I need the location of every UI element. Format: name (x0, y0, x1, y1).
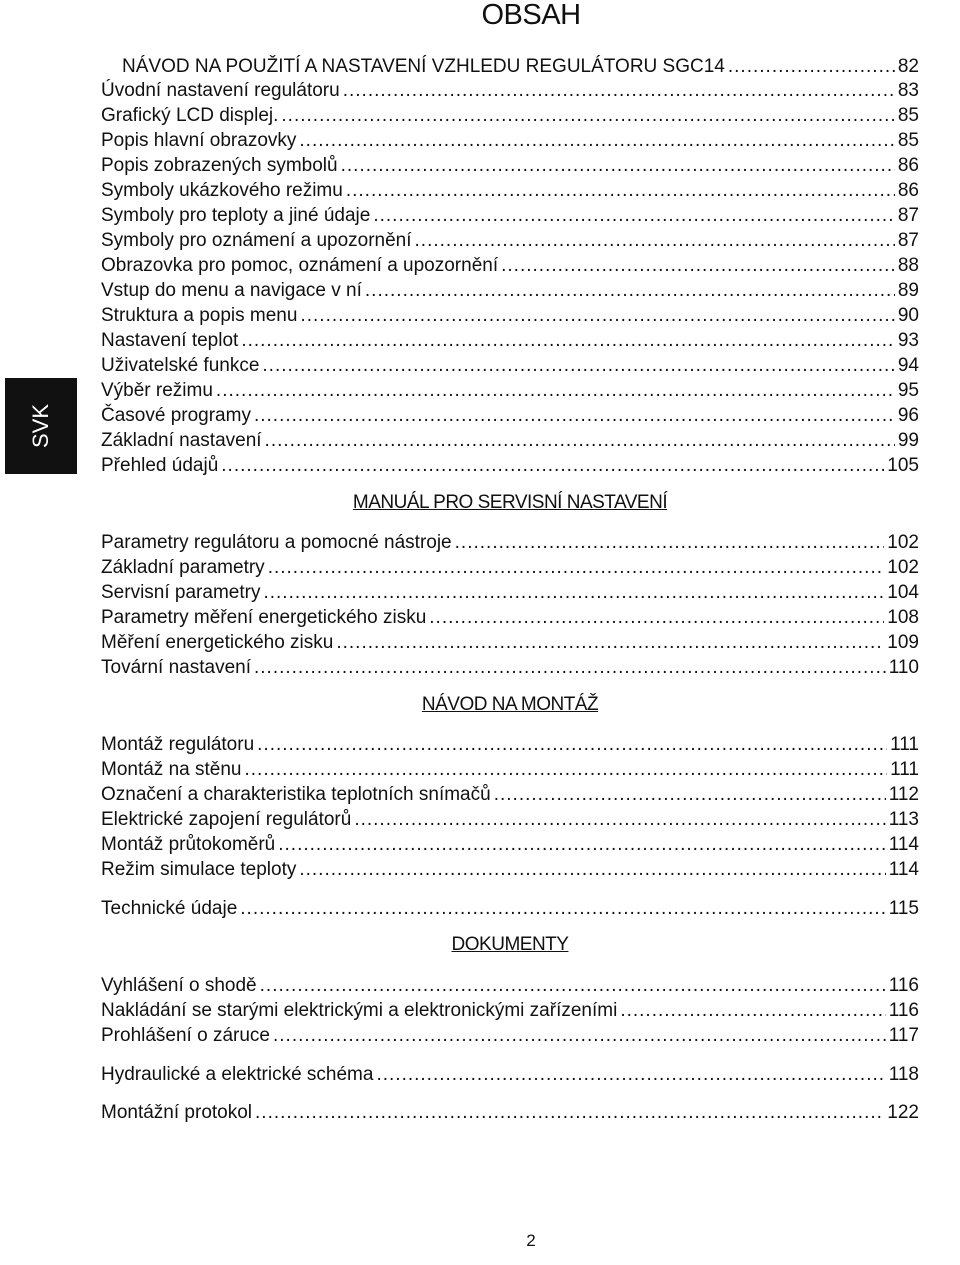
toc-page: 114 (888, 859, 919, 880)
section-heading-install: NÁVOD NA MONTÁŽ (421, 694, 599, 715)
toc-leader (343, 80, 895, 102)
toc-page: 102 (887, 557, 919, 578)
toc-entry[interactable] (101, 280, 919, 304)
toc-label: Montáž průtokoměrů (101, 834, 276, 855)
toc-page: 109 (887, 632, 919, 653)
language-tab (5, 378, 77, 474)
toc-leader (262, 355, 894, 377)
toc-entry[interactable] (101, 80, 919, 104)
toc-leader (494, 784, 886, 806)
toc-leader (299, 859, 885, 881)
toc-label: NÁVOD NA POUŽITÍ A NASTAVENÍ VZHLEDU REGULÁTORU SGC14 (122, 56, 725, 77)
toc-entry[interactable] (101, 355, 919, 379)
toc-label: Montáž regulátoru (101, 734, 255, 755)
toc-page: 116 (888, 1000, 919, 1021)
toc-leader (376, 1064, 885, 1086)
toc-entry[interactable] (101, 632, 919, 656)
toc-entry[interactable] (101, 305, 919, 329)
toc-leader (240, 898, 885, 920)
toc-entry[interactable] (101, 657, 919, 681)
toc-leader (265, 430, 895, 452)
toc-label: Popis hlavní obrazovky (101, 130, 297, 151)
toc-entry[interactable] (101, 380, 919, 404)
toc-page: 94 (897, 355, 919, 376)
toc-label: Grafický LCD displej. (101, 105, 279, 126)
toc-label: Režim simulace teploty (101, 859, 297, 880)
toc-page: 87 (897, 205, 919, 226)
page-title: OBSAH (481, 0, 581, 31)
toc-entry[interactable] (101, 532, 919, 556)
toc-entry[interactable] (101, 1102, 919, 1126)
toc-page: 118 (888, 1064, 919, 1085)
toc-leader (501, 255, 895, 277)
toc-leader (728, 56, 895, 78)
toc-leader (260, 975, 886, 997)
toc-entry[interactable] (101, 1064, 919, 1088)
toc-label: Hydraulické a elektrické schéma (101, 1064, 374, 1085)
toc-label: Uživatelské funkce (101, 355, 260, 376)
toc-leader (620, 1000, 885, 1022)
toc-entry[interactable] (101, 180, 919, 204)
toc-entry[interactable] (101, 582, 919, 606)
toc-leader (221, 455, 884, 477)
toc-leader (299, 130, 894, 152)
toc-entry[interactable] (101, 557, 919, 581)
toc-leader (268, 557, 885, 579)
toc-label: Prohlášení o záruce (101, 1025, 270, 1046)
toc-label: Struktura a popis menu (101, 305, 298, 326)
toc-entry[interactable] (101, 155, 919, 179)
toc-label: Základní nastavení (101, 430, 262, 451)
toc-leader (278, 834, 885, 856)
toc-label: Vyhlášení o shodě (101, 975, 257, 996)
toc-leader (336, 632, 884, 654)
toc-entry[interactable] (101, 1025, 919, 1049)
toc-leader (273, 1025, 886, 1047)
toc-page: 110 (888, 657, 919, 678)
toc-leader (244, 759, 887, 781)
toc-page: 105 (887, 455, 919, 476)
toc-label: Symboly pro oznámení a upozornění (101, 230, 412, 251)
toc-label: Servisní parametry (101, 582, 261, 603)
section-heading-service: MANUÁL PRO SERVISNÍ NASTAVENÍ (352, 492, 668, 513)
toc-page: 108 (887, 607, 919, 628)
toc-label: Elektrické zapojení regulátorů (101, 809, 352, 830)
toc-page: 95 (897, 380, 919, 401)
toc-entry[interactable] (101, 898, 919, 922)
toc-label: Výběr režimu (101, 380, 213, 401)
toc-label: Úvodní nastavení regulátoru (101, 80, 340, 101)
toc-entry[interactable] (101, 255, 919, 279)
toc-entry[interactable] (101, 205, 919, 229)
toc-entry[interactable] (101, 834, 919, 858)
section-heading-documents: DOKUMENTY (451, 934, 569, 955)
toc-leader (354, 809, 885, 831)
page-number: 2 (526, 1231, 536, 1250)
toc-label: Parametry měření energetického zisku (101, 607, 427, 628)
toc-page: 85 (897, 130, 919, 151)
toc-entry[interactable] (101, 607, 919, 631)
toc-entry[interactable] (101, 455, 919, 479)
toc-label: Tovární nastavení (101, 657, 251, 678)
toc-label: Vstup do menu a navigace v ní (101, 280, 362, 301)
toc-leader (254, 657, 886, 679)
toc-page: 82 (897, 56, 919, 77)
toc-leader (415, 230, 895, 252)
toc-label: Základní parametry (101, 557, 265, 578)
toc-page: 114 (888, 834, 919, 855)
toc-leader (216, 380, 895, 402)
toc-label: Montážní protokol (101, 1102, 253, 1123)
toc-leader (455, 532, 885, 554)
toc-entry[interactable] (101, 859, 919, 883)
toc-label: Montáž na stěnu (101, 759, 242, 780)
toc-page: 86 (897, 180, 919, 201)
toc-leader (365, 280, 895, 302)
toc-label: Označení a charakteristika teplotních snímačů (101, 784, 491, 805)
toc-page: 88 (897, 255, 919, 276)
toc-label: Popis zobrazených symbolů (101, 155, 338, 176)
toc-leader (263, 582, 884, 604)
toc-leader (281, 105, 894, 127)
toc-leader (257, 734, 887, 756)
language-tab-label: SVK (28, 403, 53, 449)
toc-entry[interactable] (101, 405, 919, 429)
toc-entry[interactable] (101, 809, 919, 833)
toc-page: 113 (888, 809, 919, 830)
toc-entry[interactable] (101, 430, 919, 454)
toc-page: 87 (897, 230, 919, 251)
toc-entry[interactable] (101, 130, 919, 154)
toc-leader (341, 155, 895, 177)
toc-entry[interactable] (101, 975, 919, 999)
toc-label: Přehled údajů (101, 455, 219, 476)
toc-label: Parametry regulátoru a pomocné nástroje (101, 532, 452, 553)
toc-leader (300, 305, 894, 327)
toc-entry[interactable] (101, 230, 919, 254)
toc-leader (373, 205, 895, 227)
toc-label: Nakládání se starými elektrickými a elektronickými zařízeními (101, 1000, 618, 1021)
toc-page: 83 (897, 80, 919, 101)
toc-main-entry[interactable] (122, 56, 919, 80)
toc-leader (429, 607, 884, 629)
toc-label: Časové programy (101, 405, 251, 426)
toc-page: 89 (897, 280, 919, 301)
toc-page: 86 (897, 155, 919, 176)
toc-label: Technické údaje (101, 898, 238, 919)
toc-page: 99 (897, 430, 919, 451)
toc-entry[interactable] (101, 734, 919, 758)
toc-page: 102 (887, 532, 919, 553)
toc-page: 93 (897, 330, 919, 351)
toc-page: 117 (888, 1025, 919, 1046)
toc-entry[interactable] (101, 759, 919, 783)
toc-label: Symboly ukázkového režimu (101, 180, 343, 201)
toc-label: Nastavení teplot (101, 330, 239, 351)
toc-page: 122 (887, 1102, 919, 1123)
toc-entry[interactable] (101, 105, 919, 129)
toc-entry[interactable] (101, 330, 919, 354)
toc-leader (241, 330, 895, 352)
toc-entry[interactable] (101, 1000, 919, 1024)
toc-page: 112 (888, 784, 919, 805)
toc-label: Symboly pro teploty a jiné údaje (101, 205, 371, 226)
toc-label: Obrazovka pro pomoc, oznámení a upozornění (101, 255, 499, 276)
toc-leader (254, 405, 895, 427)
toc-page: 116 (888, 975, 919, 996)
toc-page: 111 (890, 734, 919, 755)
toc-entry[interactable] (101, 784, 919, 808)
toc-page: 96 (897, 405, 919, 426)
toc-page: 85 (897, 105, 919, 126)
toc-leader (255, 1102, 884, 1124)
toc-page: 115 (888, 898, 919, 919)
toc-page: 104 (887, 582, 919, 603)
toc-leader (346, 180, 895, 202)
toc-page: 90 (897, 305, 919, 326)
toc-page: 111 (890, 759, 919, 780)
toc-label: Měření energetického zisku (101, 632, 334, 653)
